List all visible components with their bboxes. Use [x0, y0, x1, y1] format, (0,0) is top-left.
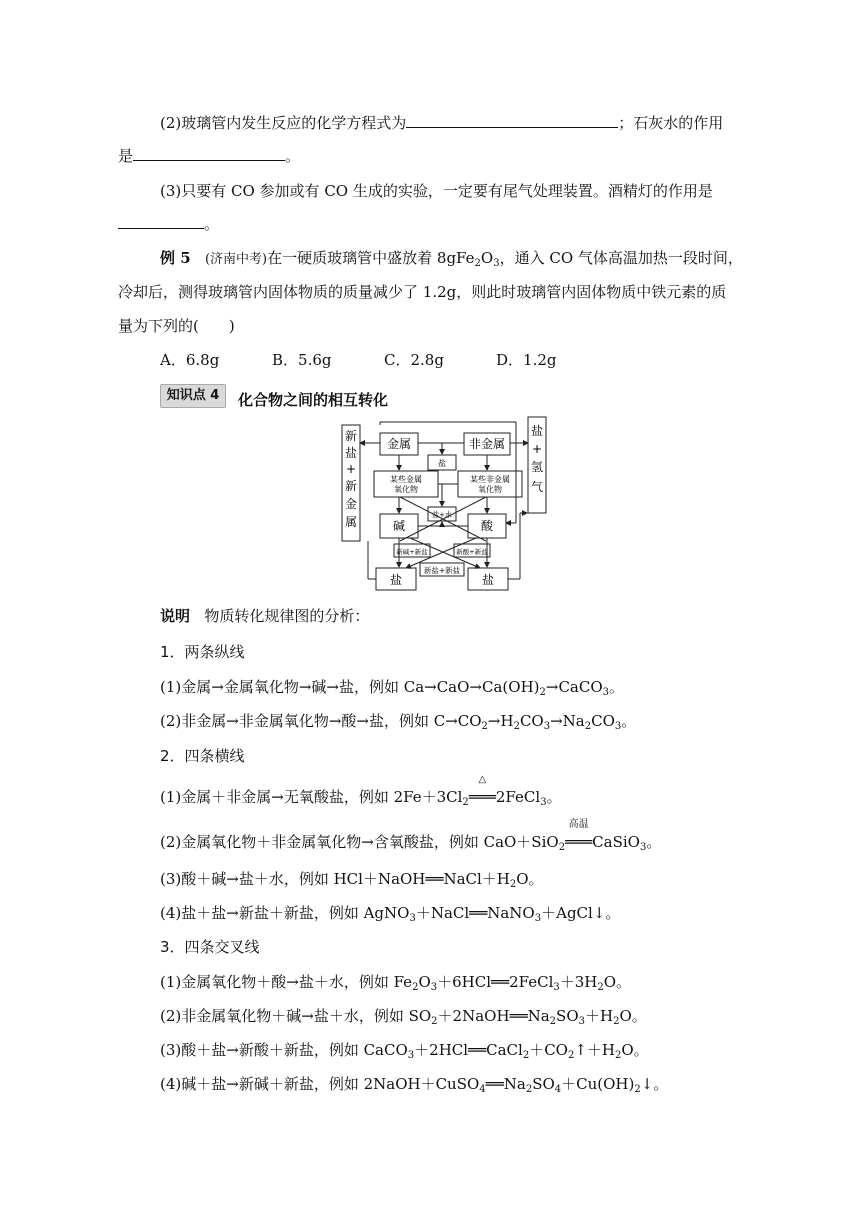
- answer-blank[interactable]: [133, 146, 285, 161]
- section-3-item-2: (2)非金属氧化物＋碱→盐＋水，例如 $SO_2+2NaOH══Na_2SO_3+H_2O$。: [160, 1007, 647, 1027]
- right-side-char: 盐: [530, 424, 544, 438]
- example-5-line-2: 冷却后，测得玻璃管内固体物质的质量减少了 1.2g，则此时玻璃管内固体物质中铁元素的质: [118, 283, 727, 301]
- example-source: (济南中考): [204, 252, 268, 267]
- metal-label: 金属: [386, 437, 412, 451]
- conversion-diagram: [340, 413, 550, 593]
- explanation-line: 说明 物质转化规律图的分析：: [160, 607, 370, 625]
- question-2-line-1: (2)玻璃管内发生反应的化学方程式为 ；石灰水的作用: [160, 114, 724, 132]
- new-base-new-salt-label: 新碱+新盐: [396, 548, 428, 556]
- knowledge-point-title: 化合物之间的相互转化: [238, 391, 389, 409]
- answer-blank[interactable]: [118, 214, 204, 229]
- section-3-item-3: (3)酸＋盐→新酸＋新盐，例如 $CaCO_3+2HCl══CaCl_2+CO_2↑+H_2O$。: [160, 1041, 649, 1061]
- section-1-heading: 1．两条纵线: [160, 643, 245, 661]
- metal-oxide-label-1: 某些金属: [390, 475, 422, 484]
- section-2-heading: 2．四条横线: [160, 747, 245, 765]
- left-side-char: 新: [344, 429, 358, 443]
- example-5-line-1: 例 5 (济南中考)在一硬质玻璃管中盛放着 $8gFe_2O_3$，通入 CO 气体高温加热一段时间，: [160, 249, 743, 269]
- section-1-item-2: (2)非金属→非金属氧化物→酸→盐，例如 $C\to CO_2\to H_2CO_3\to Na_2CO_3$。: [160, 712, 637, 732]
- reaction-arrow: 高温 ═══: [565, 819, 593, 851]
- section-3-item-4: (4)碱＋盐→新碱＋新盐，例如 $2NaOH+CuSO_4══Na_2SO_4+Cu(OH)_2↓$。: [160, 1075, 669, 1095]
- high-temp-label: 高温: [568, 819, 589, 830]
- left-side-char: +: [345, 462, 357, 476]
- nonmetal-label: 非金属: [468, 437, 506, 451]
- option-d[interactable]: D．1.2g: [496, 351, 557, 369]
- left-side-char: 金: [344, 497, 358, 511]
- knowledge-point-tag: 知识点 4: [160, 384, 226, 408]
- section-2-item-1: (1)金属＋非金属→无氧酸盐，例如 $2Fe+3Cl_2$ △ ═══2FeCl$_3$。: [160, 774, 562, 808]
- nonmetal-oxide-label-1: 某些非金属: [470, 475, 510, 484]
- salt-br-label: 盐: [481, 573, 495, 587]
- option-c[interactable]: C．2.8g: [384, 351, 444, 369]
- right-side-char: 氢: [530, 460, 544, 474]
- left-side-char: 新: [344, 479, 358, 493]
- base-label: 碱: [392, 519, 406, 533]
- option-a[interactable]: A．6.8g: [160, 351, 220, 369]
- question-3-line-2: 。: [118, 214, 219, 234]
- answer-blank[interactable]: [406, 113, 618, 128]
- salt-water-label: 盐+水: [432, 511, 452, 519]
- heat-symbol: △: [478, 774, 487, 785]
- question-3-line-1: (3)只要有 CO 参加或有 CO 生成的实验，一定要有尾气处理装置。酒精灯的作用是: [160, 182, 713, 200]
- metal-oxide-label-2: 氧化物: [394, 485, 418, 494]
- section-2-item-2: (2)金属氧化物＋非金属氧化物→含氧酸盐，例如 CaO＋SiO$_2$ 高温 ═══CaSiO$_3$。: [160, 819, 662, 853]
- right-side-char: 气: [530, 480, 544, 494]
- left-side-char: 属: [344, 515, 358, 529]
- section-3-heading: 3．四条交叉线: [160, 938, 260, 956]
- right-side-char: +: [531, 442, 543, 456]
- new-acid-new-salt-label: 新酸+新盐: [456, 548, 488, 556]
- salt-bl-label: 盐: [389, 573, 403, 587]
- option-b[interactable]: B．5.6g: [272, 351, 332, 369]
- left-side-char: 盐: [344, 446, 358, 460]
- explanation-label: 说明: [160, 607, 191, 625]
- section-1-item-1: (1)金属→金属氧化物→碱→盐，例如 $Ca\to CaO\to Ca(OH)_2\to CaCO_3$。: [160, 678, 625, 698]
- section-2-item-4: (4)盐＋盐→新盐＋新盐，例如 AgNO$_3$＋NaCl══NaNO$_3$＋AgCl↓。: [160, 904, 621, 924]
- example-5-options: [160, 350, 556, 370]
- section-3-item-1: (1)金属氧化物＋酸→盐＋水，例如 $Fe_2O_3+6HCl══2FeCl_3+3H_2O$。: [160, 973, 632, 993]
- question-2-line-2: 是 。: [118, 147, 301, 165]
- reaction-arrow: △ ═══: [468, 774, 496, 806]
- nonmetal-oxide-label-2: 氧化物: [478, 485, 502, 494]
- salt-top-label: 盐: [438, 459, 446, 468]
- new-salt-new-salt-label: 新盐+新盐: [423, 566, 461, 575]
- example-5-line-3: 量为下列的( ): [118, 317, 235, 335]
- acid-label: 酸: [480, 519, 494, 533]
- section-2-item-3: (3)酸＋碱→盐＋水，例如 $HCl+NaOH══NaCl+H_2O$。: [160, 870, 544, 890]
- example-label: 例 5: [160, 249, 191, 267]
